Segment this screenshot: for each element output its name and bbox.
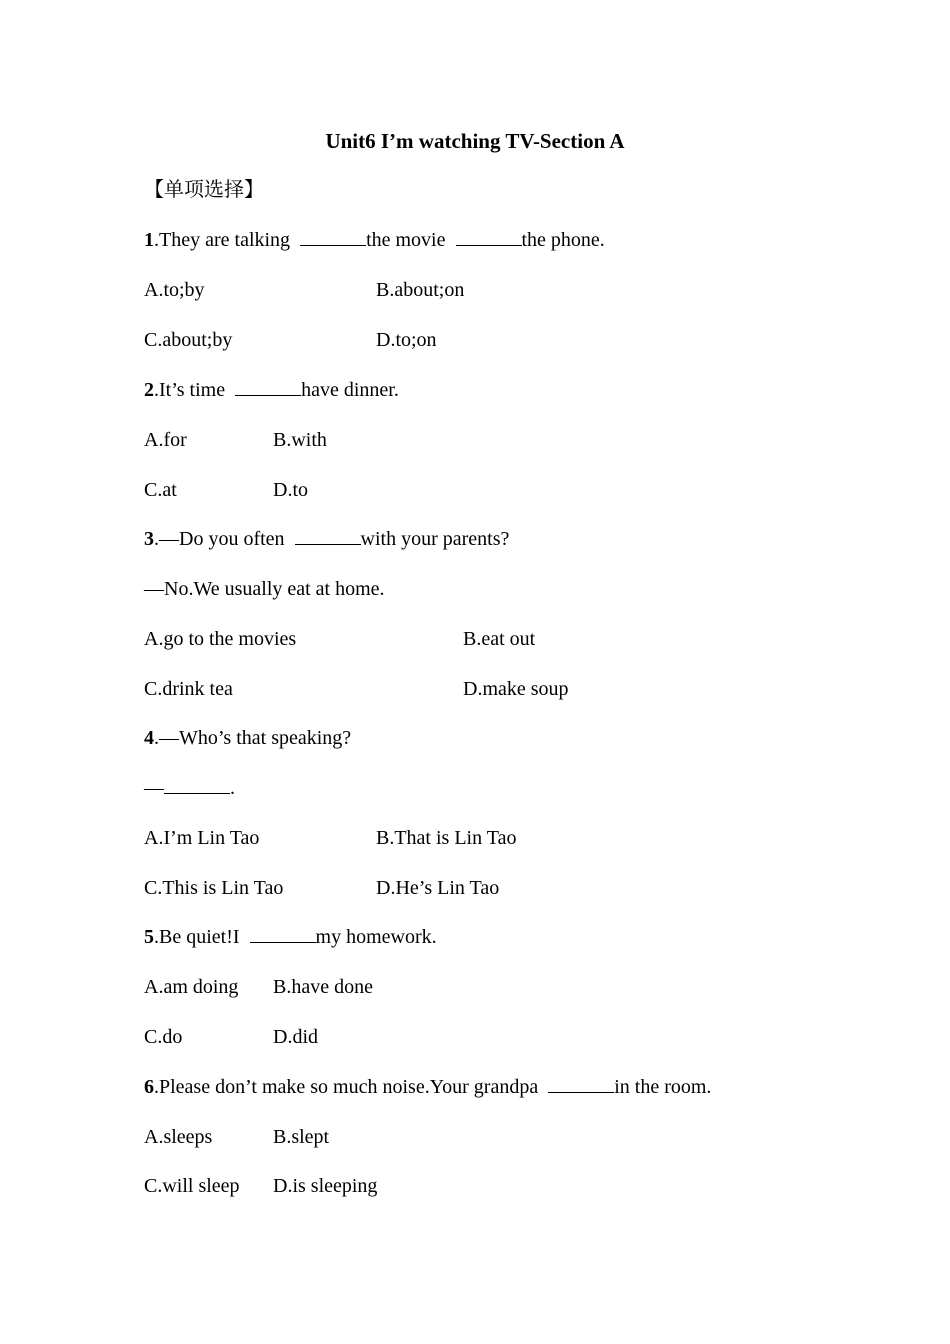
option-c: C.This is Lin Tao — [144, 877, 284, 899]
answer-blank — [300, 227, 366, 246]
option-a: A.sleeps — [144, 1126, 213, 1148]
option-d: D.He’s Lin Tao — [376, 877, 500, 899]
question-1 — [144, 226, 605, 254]
answer-blank — [456, 227, 522, 246]
option-b: B.with — [273, 429, 327, 451]
option-a: A.I’m Lin Tao — [144, 827, 260, 849]
option-b: B.slept — [273, 1126, 330, 1148]
question-5 — [144, 923, 437, 951]
question-2 — [144, 376, 399, 404]
question-text: .Please don’t make so much noise.Your grandpa — [154, 1076, 539, 1098]
option-b: B.have done — [273, 976, 373, 998]
question-text: in the room. — [614, 1076, 712, 1098]
option-a: A.for — [144, 429, 187, 451]
option-b: B.eat out — [463, 628, 536, 650]
option-d: D.make soup — [463, 678, 569, 700]
question-text: my homework. — [315, 926, 437, 948]
option-a: A.go to the movies — [144, 628, 297, 650]
question-text: have dinner. — [301, 379, 399, 401]
answer-blank — [164, 775, 230, 794]
page-title: Unit6 I’m watching TV-Section A — [325, 129, 625, 153]
section-heading: 【单项选择】 — [144, 179, 264, 201]
question-4 — [144, 724, 351, 752]
answer-blank — [548, 1074, 614, 1093]
answer-blank — [295, 526, 361, 545]
option-a: A.am doing — [144, 976, 239, 998]
option-c: C.will sleep — [144, 1175, 240, 1197]
question-text: .It’s time — [154, 379, 226, 401]
option-c: C.at — [144, 479, 177, 501]
question-text: .—Do you often — [154, 528, 285, 550]
option-b: B.That is Lin Tao — [376, 827, 517, 849]
option-b: B.about;on — [376, 279, 465, 301]
question-text: .Be quiet!I — [154, 926, 240, 948]
question-number: 3 — [144, 528, 154, 550]
answer-blank — [235, 377, 301, 396]
option-d: D.to;on — [376, 329, 437, 351]
reply-dash: — — [144, 777, 164, 799]
question-text: the phone. — [521, 229, 605, 251]
option-c: C.drink tea — [144, 678, 233, 700]
question-number: 2 — [144, 379, 154, 401]
option-c: C.about;by — [144, 329, 233, 351]
question-6 — [144, 1073, 711, 1101]
option-d: D.is sleeping — [273, 1175, 378, 1197]
question-number: 6 — [144, 1076, 154, 1098]
question-text: .They are talking — [154, 229, 291, 251]
reply-period: . — [230, 777, 235, 799]
question-text: .—Who’s that speaking? — [154, 727, 352, 749]
answer-blank — [250, 924, 316, 943]
dialogue-reply: —No.We usually eat at home. — [144, 578, 385, 600]
option-c: C.do — [144, 1026, 183, 1048]
question-text: the movie — [366, 229, 446, 251]
question-number: 4 — [144, 727, 154, 749]
option-d: D.did — [273, 1026, 318, 1048]
question-text: with your parents? — [360, 528, 510, 550]
dialogue-reply — [144, 774, 235, 802]
option-d: D.to — [273, 479, 308, 501]
question-number: 5 — [144, 926, 154, 948]
option-a: A.to;by — [144, 279, 205, 301]
question-number: 1 — [144, 229, 154, 251]
question-3 — [144, 525, 509, 553]
